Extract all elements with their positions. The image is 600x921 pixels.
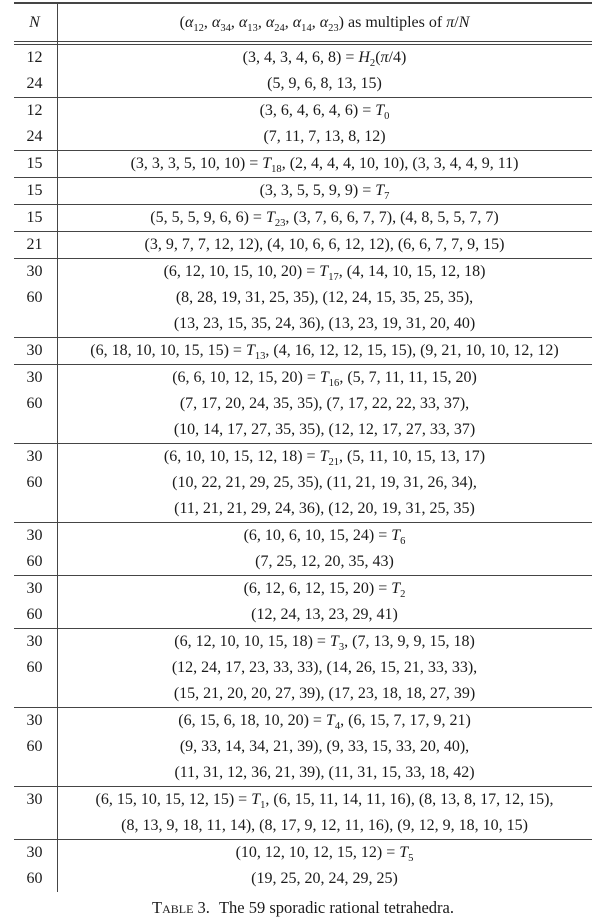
angle-tuples: (6, 15, 10, 15, 12, $15) = T_1$, (6, 15, 11, 14, 11, 16), (8, 13, 8, 17, 12, 15), bbox=[95, 791, 554, 812]
table-row bbox=[14, 71, 592, 97]
angle-tuples: (10, 12, 10, 12, 15, $12) = T_5$ bbox=[235, 844, 414, 865]
table-row bbox=[14, 338, 592, 364]
angle-tuples: (6, 18, 10, 10, 15, $15) = T_{13}$, (4, 16, 12, 12, 15, 15), (9, 21, 10, 10, 12, 12) bbox=[90, 342, 559, 363]
angle-tuples: (11, 21, 21, 29, 24, 36), (12, 20, 19, 31, 25, 35) bbox=[174, 500, 475, 517]
table-row bbox=[14, 840, 592, 866]
angle-tuples: (7, 17, 20, 24, 35, 35), (7, 17, 22, 22, 33, 37), bbox=[179, 395, 470, 412]
n-value: 15 bbox=[26, 182, 43, 199]
table-row bbox=[14, 285, 592, 311]
table-block bbox=[14, 523, 592, 576]
table-block bbox=[14, 787, 592, 840]
n-value: 60 bbox=[26, 553, 43, 570]
angle-tuples: (10, 14, 17, 27, 35, 35), (12, 12, 17, 27, 33, 37) bbox=[173, 421, 476, 438]
table-caption bbox=[14, 898, 592, 918]
table-block bbox=[14, 338, 592, 365]
n-value: 15 bbox=[26, 155, 43, 172]
angle-tuples: (19, 25, 20, 24, 29, 25) bbox=[251, 870, 398, 887]
table-row bbox=[14, 681, 592, 707]
table-block bbox=[14, 205, 592, 232]
table-row bbox=[14, 813, 592, 839]
n-value: 21 bbox=[26, 236, 43, 253]
angle-tuples: (6, 6, 10, 12, 15, $20) = T_{16}$, (5, 7, 11, 11, 15, 20) bbox=[172, 369, 477, 390]
n-value: 30 bbox=[26, 844, 43, 861]
angle-tuples: (6, 12, 10, 10, 15, $18) = T_3$, (7, 13, 9, 9, 15, 18) bbox=[174, 633, 475, 654]
table-3 bbox=[14, 2, 592, 918]
table-row bbox=[14, 708, 592, 734]
n-value: 60 bbox=[26, 395, 43, 412]
table-block bbox=[14, 98, 592, 151]
table-row bbox=[14, 549, 592, 575]
angle-tuples: (3, 9, 7, 7, 12, 12), (4, 10, 6, 6, 12, 12), (6, 6, 7, 7, 9, 15) bbox=[144, 236, 505, 253]
table-block bbox=[14, 365, 592, 444]
angle-tuples: (7, 11, 7, 13, 8, 12) bbox=[263, 128, 386, 145]
n-value: 30 bbox=[26, 263, 43, 280]
table-row bbox=[14, 178, 592, 204]
table-row bbox=[14, 576, 592, 602]
n-value: 15 bbox=[26, 209, 43, 226]
table-row bbox=[14, 45, 592, 71]
n-value: 60 bbox=[26, 870, 43, 887]
angle-tuples: (6, 10, 10, 15, 12, $18) = T_{21}$, (5, 11, 10, 15, 13, 17) bbox=[163, 448, 486, 469]
n-value: 30 bbox=[26, 791, 43, 808]
n-value: 60 bbox=[26, 474, 43, 491]
angle-tuples: (8, 28, 19, 31, 25, 35), (12, 24, 15, 35, 25, 35), bbox=[175, 289, 474, 306]
n-value: 30 bbox=[26, 527, 43, 544]
angle-tuples: (5, 9, 6, 8, 13, 15) bbox=[267, 75, 382, 92]
table-block bbox=[14, 232, 592, 259]
n-value: 24 bbox=[26, 128, 43, 145]
table-row bbox=[14, 98, 592, 124]
table-block bbox=[14, 178, 592, 205]
n-value: 30 bbox=[26, 633, 43, 650]
n-value: 30 bbox=[26, 712, 43, 729]
angle-tuples: (6, 10, 6, 10, 15, $24) = T_6$ bbox=[243, 527, 406, 548]
header-angles-label: ($\alpha_{12}$, $\alpha_{34}$, $\alpha_{13}$, $\alpha_{24}$, $\alpha_{14}$, $\alpha_{23}$) as multiples of π/N bbox=[179, 13, 470, 34]
angle-tuples: (3, 4, 3, 4, 6, $8) = H_2(\pi/4)$ bbox=[242, 49, 407, 70]
table-row bbox=[14, 523, 592, 549]
table-row bbox=[14, 734, 592, 760]
column-divider-rule bbox=[57, 4, 58, 892]
table-row bbox=[14, 444, 592, 470]
n-value: 30 bbox=[26, 369, 43, 386]
table-row bbox=[14, 205, 592, 231]
n-value: 60 bbox=[26, 289, 43, 306]
table-row bbox=[14, 470, 592, 496]
angle-tuples: (12, 24, 17, 23, 33, 33), (14, 26, 15, 21, 33, 33), bbox=[171, 659, 478, 676]
table-header-row bbox=[14, 4, 592, 41]
caption-text: The 59 sporadic rational tetrahedra. bbox=[218, 898, 454, 917]
table-blocks bbox=[14, 45, 592, 892]
table-block bbox=[14, 151, 592, 178]
table-block bbox=[14, 45, 592, 98]
table-row bbox=[14, 602, 592, 628]
table-block bbox=[14, 259, 592, 338]
table-row bbox=[14, 124, 592, 150]
n-value: 12 bbox=[26, 49, 43, 66]
table-block bbox=[14, 444, 592, 523]
table-row bbox=[14, 311, 592, 337]
angle-tuples: (6, 12, 10, 15, 10, $20) = T_{17}$, (4, 14, 10, 15, 12, 18) bbox=[163, 263, 486, 284]
angle-tuples: (7, 25, 12, 20, 35, 43) bbox=[255, 553, 394, 570]
table-row bbox=[14, 391, 592, 417]
table-row bbox=[14, 151, 592, 177]
table-row bbox=[14, 787, 592, 813]
table-body bbox=[14, 4, 592, 892]
table-row bbox=[14, 629, 592, 655]
n-value: 60 bbox=[26, 606, 43, 623]
angle-tuples: (8, 13, 9, 18, 11, 14), (8, 17, 9, 12, 11, 16), (9, 12, 9, 18, 10, 15) bbox=[121, 817, 528, 834]
n-value: 30 bbox=[26, 448, 43, 465]
table-row bbox=[14, 417, 592, 443]
angle-tuples: (3, 6, 4, 6, 4, $6) = T_0$ bbox=[259, 102, 390, 123]
table-row bbox=[14, 259, 592, 285]
n-value: 30 bbox=[26, 580, 43, 597]
angle-tuples: (10, 22, 21, 29, 25, 35), (11, 21, 19, 31, 26, 34), bbox=[172, 474, 477, 491]
angle-tuples: (3, 3, 3, 5, 10, $10) = T_{18}$, (2, 4, 4, 4, 10, 10), (3, 3, 4, 4, 9, 11) bbox=[130, 155, 519, 176]
angle-tuples: (6, 15, 6, 18, 10, $20) = T_4$, (6, 15, 7, 17, 9, 21) bbox=[178, 712, 471, 733]
n-value: 60 bbox=[26, 659, 43, 676]
angle-tuples: (11, 31, 12, 36, 21, 39), (11, 31, 15, 33, 18, 42) bbox=[174, 764, 475, 781]
angle-tuples: (5, 5, 5, 9, 6, $6) = T_{23}$, (3, 7, 6, 6, 7, 7), (4, 8, 5, 5, 7, 7) bbox=[150, 209, 499, 230]
caption-label: Table 3. bbox=[152, 898, 210, 917]
table-block bbox=[14, 840, 592, 892]
table-row bbox=[14, 760, 592, 786]
angle-tuples: (12, 24, 13, 23, 29, 41) bbox=[251, 606, 398, 623]
n-value: 60 bbox=[26, 738, 43, 755]
n-value: 30 bbox=[26, 342, 43, 359]
angle-tuples: (6, 12, 6, 12, 15, $20) = T_2$ bbox=[243, 580, 406, 601]
n-value: 24 bbox=[26, 75, 43, 92]
table-block bbox=[14, 576, 592, 629]
n-value: 12 bbox=[26, 102, 43, 119]
table-block bbox=[14, 629, 592, 708]
angle-tuples: (13, 23, 15, 35, 24, 36), (13, 23, 19, 31, 20, 40) bbox=[173, 315, 476, 332]
table-row bbox=[14, 655, 592, 681]
table-block bbox=[14, 708, 592, 787]
table-row bbox=[14, 496, 592, 522]
angle-tuples: (3, 3, 5, 5, 9, $9) = T_7$ bbox=[259, 182, 390, 203]
angle-tuples: (15, 21, 20, 20, 27, 39), (17, 23, 18, 18, 27, 39) bbox=[173, 685, 476, 702]
table-row bbox=[14, 866, 592, 892]
table-row bbox=[14, 232, 592, 258]
angle-tuples: (9, 33, 14, 34, 21, 39), (9, 33, 15, 33, 20, 40), bbox=[179, 738, 470, 755]
table-row bbox=[14, 365, 592, 391]
header-n-label: N bbox=[29, 13, 40, 31]
